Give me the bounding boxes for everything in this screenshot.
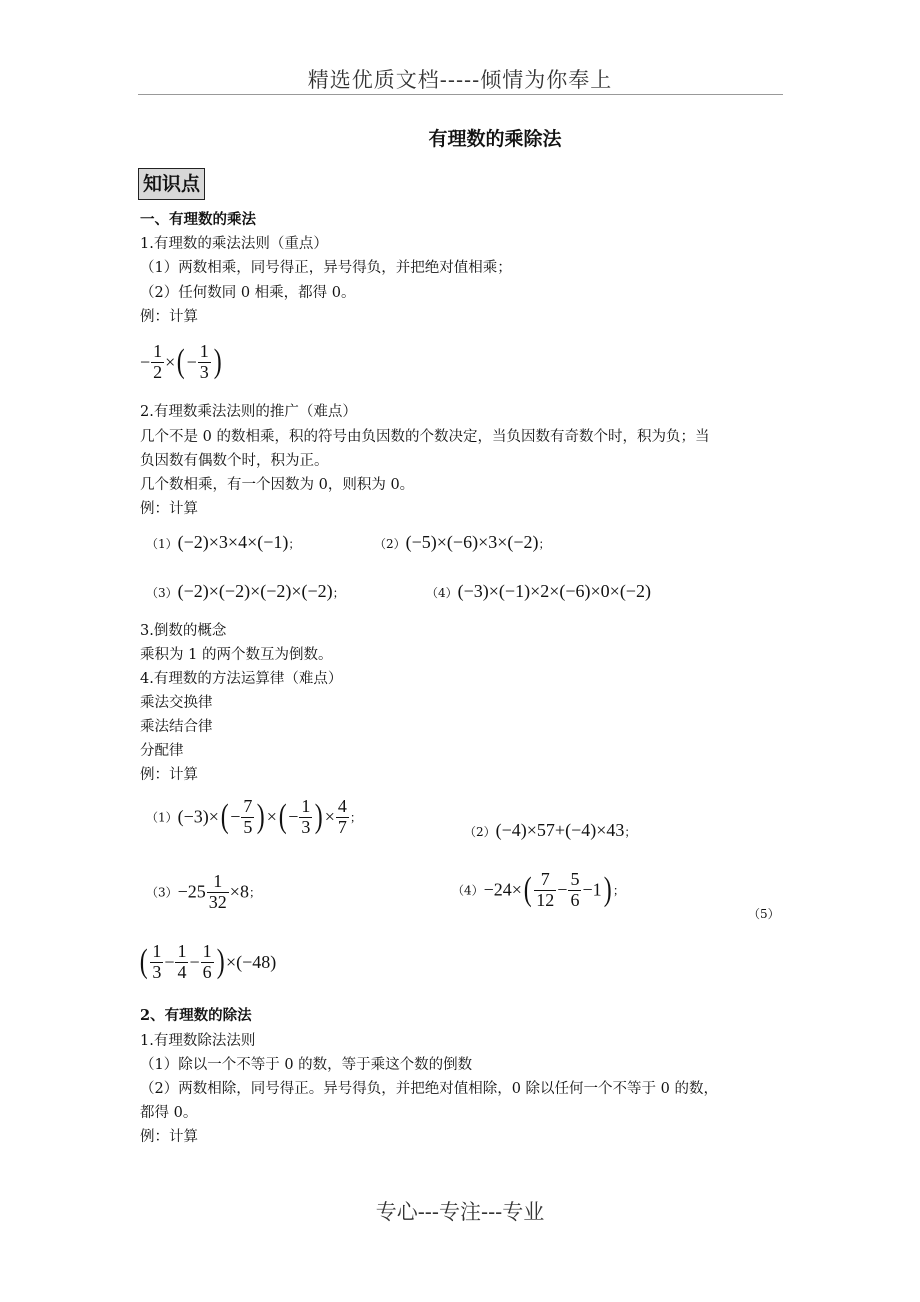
- example-2-item-3: （3）(−2)×(−2)×(−2)×(−2)；: [146, 581, 345, 601]
- example-1-expression: − $\frac{1}{2}$ ×(− $\frac{1}{3}$ ): [140, 341, 222, 382]
- rule2-title: 2.有理数乘法法则的推广（难点）: [140, 404, 357, 420]
- division-rule-2-cont: 都得 0。: [140, 1105, 198, 1121]
- section-heading-multiplication: 一、有理数的乘法: [140, 211, 256, 228]
- page-title: 有理数的乘除法: [428, 128, 562, 150]
- rule2-line-3: 几个数相乘，有一个因数为 0，则积为 0。: [140, 477, 415, 493]
- law-commutative: 乘法交换律: [140, 695, 213, 711]
- rule1-item-2: （2）任何数同 0 相乘，都得 0。: [140, 285, 356, 301]
- example-2-item-4: （4）(−3)×(−1)×2×(−6)×0×(−2): [426, 581, 651, 601]
- header-rule: [138, 94, 783, 95]
- rule4-title: 4.有理数的方法运算律（难点）: [140, 671, 343, 687]
- rule1-title: 1.有理数的乘法法则（重点）: [140, 236, 328, 252]
- page-header: 精选优质文档-----倾情为你奉上: [307, 68, 613, 92]
- example-2-item-1: （1）(−2)×3×4×(−1)；: [146, 532, 301, 552]
- section-heading-division: 2、有理数的除法: [140, 1007, 252, 1024]
- example-3-item-5-label: （5）: [748, 907, 780, 921]
- example-3-item-5: ( $\frac{1}{3}$ − $\frac{1}{4}$ − $\frac{1}{6}$ )×(−48): [139, 941, 277, 982]
- law-distributive: 分配律: [140, 743, 184, 759]
- example-label-3: 例：计算: [140, 767, 198, 783]
- example-3-item-2: （2）(−4)×57+(−4)×43；: [464, 820, 637, 840]
- example-label-4: 例：计算: [140, 1129, 198, 1145]
- example-3-item-1: （1）(−3)×(− $\frac{7}{5}$ )×(− $\frac{1}{3}$ )× $\frac{4}{7}$ ；: [146, 796, 362, 837]
- rule2-line-1: 几个不是 0 的数相乘，积的符号由负因数的个数决定，当负因数有奇数个时，积为负；当: [140, 429, 710, 445]
- rule2-line-2: 负因数有偶数个时，积为正。: [140, 453, 329, 469]
- rule3-title: 3.倒数的概念: [140, 623, 227, 639]
- section-box-knowledge: 知识点: [138, 168, 205, 200]
- division-rule-2: （2）两数相除，同号得正。异号得负，并把绝对值相除，0 除以任何一个不等于 0 的数，: [140, 1081, 718, 1097]
- division-rule-title: 1.有理数除法法则: [140, 1033, 256, 1049]
- example-3-item-4: （4）−24×( $\frac{7}{12}$ − $\frac{5}{6}$ −1) ；: [452, 869, 625, 910]
- rule1-item-1: （1）两数相乘，同号得正，异号得负，并把绝对值相乘；: [140, 260, 512, 276]
- example-3-item-3: （3）−25 $\frac{1}{32}$ ×8；: [146, 871, 261, 912]
- example-label-1: 例：计算: [140, 309, 198, 325]
- law-associative: 乘法结合律: [140, 719, 213, 735]
- example-label-2: 例：计算: [140, 501, 198, 517]
- page-footer: 专心---专注---专业: [375, 1200, 545, 1224]
- rule3-text: 乘积为 1 的两个数互为倒数。: [140, 647, 333, 663]
- division-rule-1: （1）除以一个不等于 0 的数，等于乘这个数的倒数: [140, 1057, 473, 1073]
- example-2-item-2: （2）(−5)×(−6)×3×(−2)；: [374, 532, 551, 552]
